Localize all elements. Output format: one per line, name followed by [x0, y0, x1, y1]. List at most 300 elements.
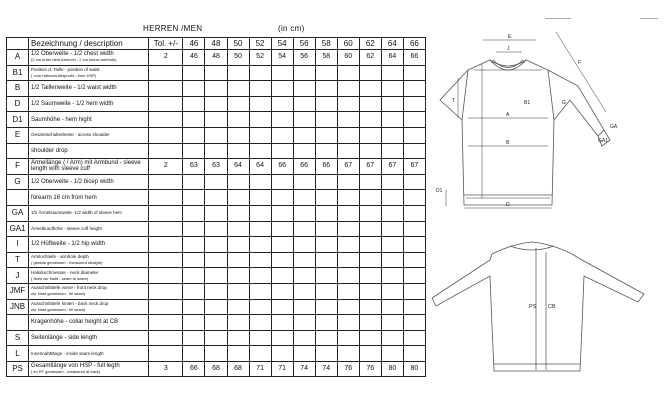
size-value-cell — [403, 268, 425, 284]
row-description — [29, 127, 149, 143]
size-value-cell — [271, 205, 293, 221]
size-value-cell — [359, 283, 381, 299]
size-value-cell — [183, 127, 205, 143]
row-description-sub: ( im RT gemessen - measured at back) — [31, 369, 101, 375]
size-value-cell — [293, 299, 315, 315]
size-value-cell — [315, 190, 337, 206]
row-tolerance — [149, 112, 183, 128]
header-size: 64 — [381, 38, 403, 50]
size-value-cell — [337, 330, 359, 346]
size-value-cell — [227, 127, 249, 143]
size-value-cell — [227, 65, 249, 81]
size-value-cell: 48 — [205, 50, 227, 66]
size-value-cell — [337, 112, 359, 128]
header-size: 52 — [249, 38, 271, 50]
size-value-cell — [293, 112, 315, 128]
size-value-cell — [381, 143, 403, 159]
size-value-cell — [337, 127, 359, 143]
size-value-cell — [293, 221, 315, 237]
size-value-cell — [359, 205, 381, 221]
table-row — [7, 112, 426, 128]
size-value-cell — [403, 237, 425, 253]
row-description-main: Ärmellänge ( / Arm) mit Armbund - sleeve length with sleeve cuff — [31, 160, 141, 173]
row-tolerance — [149, 346, 183, 362]
size-value-cell — [359, 143, 381, 159]
size-value-cell — [271, 268, 293, 284]
size-value-cell — [403, 330, 425, 346]
size-value-cell — [359, 190, 381, 206]
header-size: 56 — [293, 38, 315, 50]
size-value-cell — [403, 65, 425, 81]
row-description — [29, 96, 149, 112]
size-value-cell: 64 — [381, 50, 403, 66]
table-row — [7, 283, 426, 299]
row-description — [29, 143, 149, 159]
size-value-cell — [359, 174, 381, 190]
size-value-cell — [315, 315, 337, 331]
size-value-cell: 64 — [227, 159, 249, 175]
row-code: A — [7, 50, 29, 66]
size-value-cell — [315, 237, 337, 253]
size-value-cell: 54 — [271, 50, 293, 66]
row-description — [29, 346, 149, 362]
size-value-cell — [271, 174, 293, 190]
row-tolerance — [149, 190, 183, 206]
table-row — [7, 252, 426, 268]
size-value-cell — [315, 299, 337, 315]
row-code: B1 — [7, 65, 29, 81]
size-value-cell — [205, 283, 227, 299]
row-description-main: Halsdurchmesser - neck diameter — [31, 269, 99, 275]
size-value-cell — [227, 252, 249, 268]
size-value-cell — [183, 96, 205, 112]
row-tolerance — [149, 283, 183, 299]
size-value-cell — [337, 252, 359, 268]
size-value-cell — [183, 81, 205, 97]
row-code: E — [7, 127, 29, 143]
label-E: E — [508, 34, 512, 40]
size-value-cell — [271, 315, 293, 331]
row-description-main: Kragenhöhe - collar height at CB — [31, 319, 119, 326]
size-value-cell: 67 — [337, 159, 359, 175]
row-description-main: Armlochtiefe - armhole depth — [31, 254, 89, 260]
row-tolerance: 2 — [149, 159, 183, 175]
table-row — [7, 299, 426, 315]
size-value-cell — [227, 315, 249, 331]
size-value-cell — [403, 252, 425, 268]
row-tolerance — [149, 205, 183, 221]
label-T: T — [452, 98, 456, 104]
header-unit: (in cm) — [278, 24, 305, 33]
size-value-cell — [271, 112, 293, 128]
size-value-cell — [293, 96, 315, 112]
row-description-main: Position d. Taille - position of waist — [31, 66, 100, 72]
size-value-cell — [183, 65, 205, 81]
size-value-cell — [227, 268, 249, 284]
size-value-cell — [403, 96, 425, 112]
size-value-cell — [205, 112, 227, 128]
size-value-cell — [205, 174, 227, 190]
size-value-cell — [183, 143, 205, 159]
size-value-cell — [271, 96, 293, 112]
size-value-cell — [183, 252, 205, 268]
size-value-cell — [293, 252, 315, 268]
table-row — [7, 50, 426, 66]
size-value-cell — [381, 174, 403, 190]
back-sweater-diagram — [432, 236, 662, 406]
size-value-cell: 66 — [315, 159, 337, 175]
size-chart-table — [6, 37, 426, 377]
table-row — [7, 268, 426, 284]
size-value-cell — [205, 205, 227, 221]
size-value-cell — [359, 315, 381, 331]
row-code: D — [7, 96, 29, 112]
row-description-main: forearm 16 cm from hem — [31, 194, 97, 201]
row-description-main: Saumhöhe - hem hight — [31, 116, 92, 123]
size-value-cell — [249, 81, 271, 97]
size-value-cell — [337, 81, 359, 97]
size-value-cell — [359, 221, 381, 237]
header-size: 66 — [403, 38, 425, 50]
size-value-cell — [359, 96, 381, 112]
row-description-main: 1/2 Hüftweite - 1/2 hip width — [31, 241, 106, 248]
size-value-cell — [249, 330, 271, 346]
size-value-cell — [205, 127, 227, 143]
label-GA1: GA1 — [598, 138, 609, 144]
row-description-sub: (2 cm unter dem Armloch - 2 cm below armhole) — [31, 57, 117, 63]
row-description — [29, 361, 149, 377]
size-value-cell — [293, 190, 315, 206]
size-value-cell — [205, 65, 227, 81]
row-description — [29, 159, 149, 175]
size-value-cell — [183, 112, 205, 128]
size-value-cell — [359, 299, 381, 315]
table-row — [7, 361, 426, 377]
size-value-cell — [381, 330, 403, 346]
row-tolerance — [149, 252, 183, 268]
size-value-cell — [293, 65, 315, 81]
size-value-cell — [337, 205, 359, 221]
size-value-cell — [293, 315, 315, 331]
row-code — [7, 143, 29, 159]
size-value-cell — [249, 190, 271, 206]
size-value-cell — [381, 127, 403, 143]
row-tolerance — [149, 330, 183, 346]
row-description — [29, 330, 149, 346]
row-description — [29, 299, 149, 315]
table-row — [7, 190, 426, 206]
size-value-cell — [315, 268, 337, 284]
row-description — [29, 190, 149, 206]
top-line-2 — [640, 18, 658, 19]
size-value-cell — [227, 330, 249, 346]
row-description-main: 1/2 Ärmelsaumweite -1/2 width of sleeve hem — [31, 210, 122, 216]
size-value-cell — [403, 174, 425, 190]
row-description-main: 1/2 Saumweite - 1/2 hem width — [31, 101, 114, 108]
header-size: 54 — [271, 38, 293, 50]
size-value-cell — [315, 330, 337, 346]
size-value-cell — [293, 174, 315, 190]
size-value-cell: 68 — [227, 361, 249, 377]
size-value-cell — [271, 143, 293, 159]
size-value-cell — [315, 112, 337, 128]
row-description-main: Innennahtlänge - inside seam length — [31, 350, 104, 356]
size-value-cell — [293, 205, 315, 221]
size-value-cell: 63 — [205, 159, 227, 175]
table-row — [7, 143, 426, 159]
size-value-cell — [315, 252, 337, 268]
size-value-cell — [249, 112, 271, 128]
size-value-cell — [183, 174, 205, 190]
size-value-cell — [403, 221, 425, 237]
row-code: J — [7, 268, 29, 284]
label-F: F — [578, 60, 582, 66]
size-value-cell — [205, 268, 227, 284]
row-tolerance — [149, 143, 183, 159]
row-code: D1 — [7, 112, 29, 128]
size-value-cell — [293, 268, 315, 284]
label-D: D — [506, 202, 510, 208]
size-value-cell — [271, 81, 293, 97]
size-value-cell — [315, 65, 337, 81]
header-tolerance: Tol. +/- — [149, 38, 183, 50]
size-value-cell — [337, 268, 359, 284]
size-value-cell: 52 — [249, 50, 271, 66]
size-value-cell — [271, 252, 293, 268]
size-value-cell — [315, 81, 337, 97]
row-code — [7, 315, 29, 331]
header-size: 60 — [337, 38, 359, 50]
table-row — [7, 221, 426, 237]
size-value-cell — [293, 81, 315, 97]
size-value-cell — [315, 205, 337, 221]
row-code: G — [7, 174, 29, 190]
size-value-cell: 71 — [249, 361, 271, 377]
size-value-cell — [381, 252, 403, 268]
row-description-sub: ( gerade gemessen - measured straight) — [31, 260, 103, 266]
size-value-cell — [403, 112, 425, 128]
row-tolerance — [149, 221, 183, 237]
size-value-cell — [293, 237, 315, 253]
row-code: L — [7, 346, 29, 362]
row-tolerance — [149, 174, 183, 190]
size-value-cell — [359, 127, 381, 143]
size-value-cell: 50 — [227, 50, 249, 66]
size-value-cell: 74 — [293, 361, 315, 377]
size-value-cell — [315, 346, 337, 362]
row-tolerance: 3 — [149, 361, 183, 377]
size-value-cell — [205, 315, 227, 331]
size-value-cell — [337, 96, 359, 112]
size-value-cell — [315, 127, 337, 143]
size-value-cell — [205, 237, 227, 253]
size-value-cell — [381, 299, 403, 315]
label-CB: CB — [548, 304, 556, 310]
row-description-main: 1/2 Taillenweite - 1/2 waist width — [31, 85, 117, 92]
size-value-cell — [249, 268, 271, 284]
row-code: GA1 — [7, 221, 29, 237]
size-value-cell — [249, 205, 271, 221]
size-value-cell — [337, 190, 359, 206]
size-value-cell — [381, 190, 403, 206]
size-value-cell — [403, 346, 425, 362]
size-value-cell — [271, 127, 293, 143]
size-value-cell — [227, 283, 249, 299]
row-code: S — [7, 330, 29, 346]
row-description-sub: zur Naht gemessen - till seam) — [31, 306, 86, 312]
size-value-cell — [227, 174, 249, 190]
table-row — [7, 315, 426, 331]
row-description-main: 1/2 Oberweite - 1/2 chest width — [31, 51, 114, 58]
size-value-cell — [359, 330, 381, 346]
size-value-cell — [271, 237, 293, 253]
table-row — [7, 174, 426, 190]
row-code: JNB — [7, 299, 29, 315]
size-value-cell — [359, 268, 381, 284]
size-value-cell — [183, 221, 205, 237]
row-description-main: Gesamtlänge von HSP - full legth — [31, 363, 120, 370]
size-value-cell: 46 — [183, 50, 205, 66]
size-value-cell — [205, 330, 227, 346]
size-value-cell: 68 — [205, 361, 227, 377]
back-body-outline — [432, 242, 644, 371]
row-code: F — [7, 159, 29, 175]
table-row — [7, 81, 426, 97]
size-value-cell — [249, 283, 271, 299]
label-B1: B1 — [524, 100, 531, 106]
header-size: 62 — [359, 38, 381, 50]
row-description — [29, 283, 149, 299]
size-value-cell — [227, 96, 249, 112]
size-value-cell: 66 — [293, 159, 315, 175]
size-value-cell — [359, 112, 381, 128]
size-value-cell — [249, 127, 271, 143]
row-code: T — [7, 252, 29, 268]
size-value-cell — [315, 143, 337, 159]
row-description — [29, 237, 149, 253]
row-description — [29, 221, 149, 237]
table-row — [7, 65, 426, 81]
row-description — [29, 65, 149, 81]
size-value-cell — [381, 346, 403, 362]
size-value-cell — [227, 205, 249, 221]
front-sweater-diagram — [428, 20, 662, 215]
size-value-cell — [271, 346, 293, 362]
size-value-cell — [271, 299, 293, 315]
label-D1: D1 — [436, 188, 443, 194]
size-value-cell — [359, 81, 381, 97]
size-value-cell — [337, 283, 359, 299]
header-description: Bezeichnung / description — [29, 38, 149, 50]
size-value-cell — [205, 299, 227, 315]
size-value-cell: 67 — [403, 159, 425, 175]
size-value-cell — [183, 268, 205, 284]
size-value-cell: 60 — [337, 50, 359, 66]
size-value-cell — [315, 221, 337, 237]
size-value-cell — [337, 299, 359, 315]
size-value-cell — [403, 143, 425, 159]
size-value-cell — [359, 237, 381, 253]
row-tolerance — [149, 65, 183, 81]
size-value-cell — [183, 237, 205, 253]
header-size: 48 — [205, 38, 227, 50]
table-row — [7, 205, 426, 221]
size-value-cell — [227, 112, 249, 128]
size-value-cell — [359, 252, 381, 268]
size-value-cell: 76 — [359, 361, 381, 377]
row-description-main: Gesamtschulterbreite - across shoulder — [31, 132, 110, 138]
size-value-cell — [403, 190, 425, 206]
table-row — [7, 96, 426, 112]
size-value-cell — [227, 190, 249, 206]
size-value-cell: 76 — [337, 361, 359, 377]
size-value-cell — [381, 268, 403, 284]
size-value-cell — [381, 237, 403, 253]
size-value-cell — [249, 221, 271, 237]
size-value-cell — [315, 96, 337, 112]
size-value-cell — [183, 315, 205, 331]
row-code: GA — [7, 205, 29, 221]
size-value-cell — [205, 252, 227, 268]
size-value-cell — [205, 143, 227, 159]
size-value-cell — [183, 205, 205, 221]
size-value-cell — [381, 112, 403, 128]
header-title: HERREN /MEN — [143, 24, 203, 33]
size-value-cell — [337, 221, 359, 237]
table-row — [7, 127, 426, 143]
size-value-cell — [183, 330, 205, 346]
size-value-cell — [337, 346, 359, 362]
size-value-cell: 67 — [359, 159, 381, 175]
size-value-cell: 80 — [381, 361, 403, 377]
size-value-cell — [205, 96, 227, 112]
right-sleeve — [548, 70, 604, 136]
row-description — [29, 112, 149, 128]
size-value-cell — [227, 143, 249, 159]
row-tolerance: 2 — [149, 50, 183, 66]
size-value-cell — [381, 81, 403, 97]
size-value-cell — [249, 237, 271, 253]
row-tolerance — [149, 268, 183, 284]
size-value-cell: 62 — [359, 50, 381, 66]
row-description — [29, 315, 149, 331]
row-description-main: Ausschnitttiefe vorne - front neck drop — [31, 285, 107, 291]
size-value-cell — [337, 237, 359, 253]
table-row — [7, 237, 426, 253]
size-value-cell — [403, 127, 425, 143]
size-value-cell — [249, 315, 271, 331]
front-body-outline — [462, 60, 554, 205]
table-row — [7, 159, 426, 175]
row-description — [29, 268, 149, 284]
size-value-cell — [293, 330, 315, 346]
left-sleeve — [440, 70, 468, 120]
size-value-cell — [271, 190, 293, 206]
row-tolerance — [149, 237, 183, 253]
size-value-cell — [183, 299, 205, 315]
size-value-cell — [403, 283, 425, 299]
size-value-cell: 66 — [403, 50, 425, 66]
size-value-cell — [381, 96, 403, 112]
size-value-cell — [205, 221, 227, 237]
top-line — [545, 18, 571, 19]
row-description — [29, 205, 149, 221]
size-value-cell — [315, 283, 337, 299]
size-value-cell — [381, 283, 403, 299]
size-value-cell — [249, 174, 271, 190]
row-code: B — [7, 81, 29, 97]
size-value-cell — [227, 81, 249, 97]
